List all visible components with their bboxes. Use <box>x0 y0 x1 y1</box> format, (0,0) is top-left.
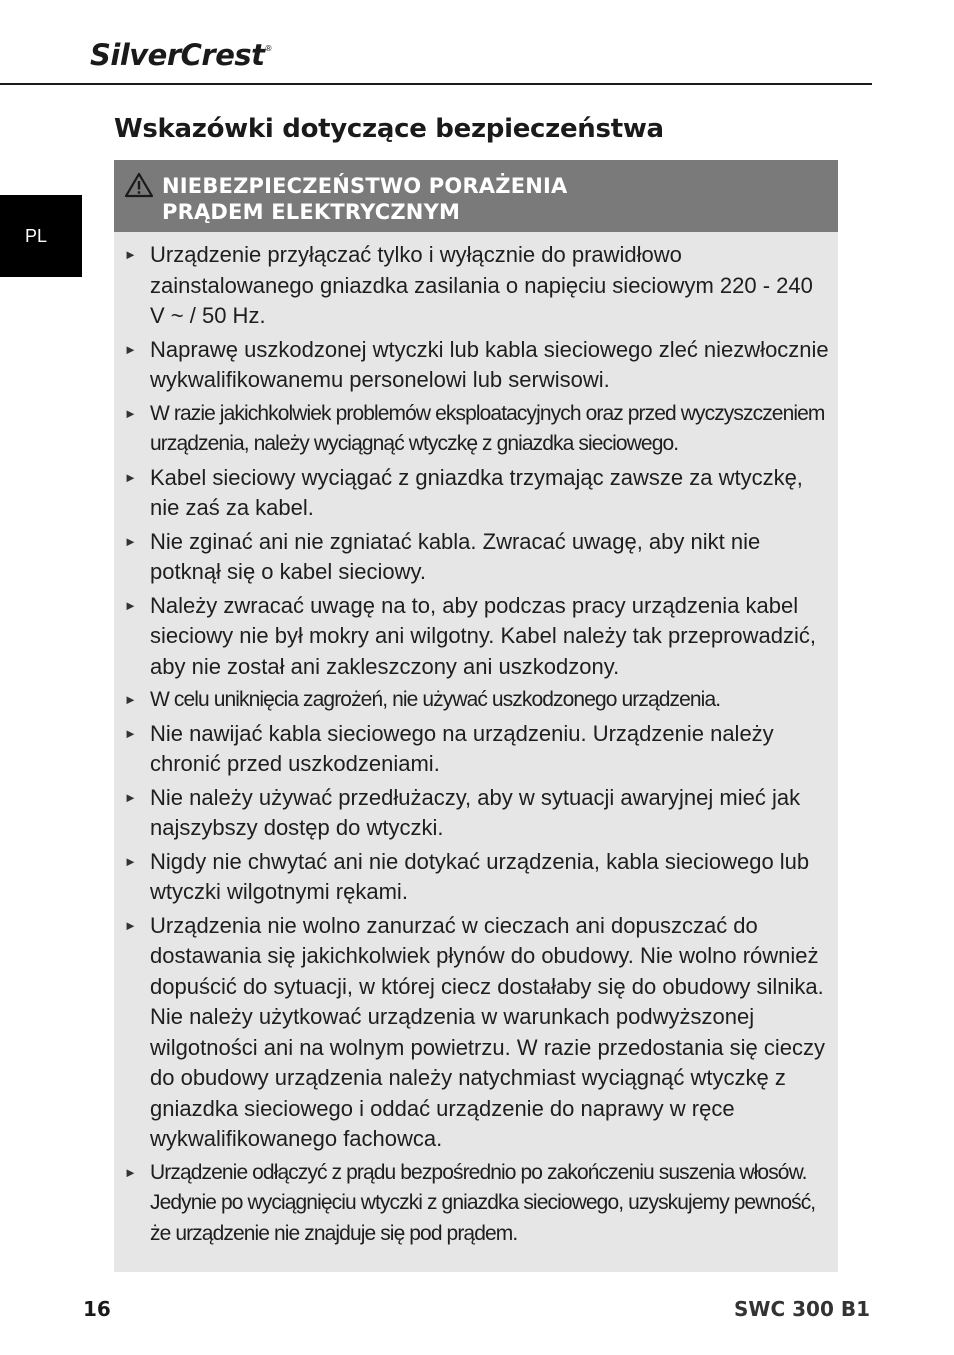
list-item-text: Urządzenie przyłączać tylko i wyłącznie do prawidłowo zainstalowanego gniazdka zasilania o napięciu sieciowym 220 - 240 V ~ / 50 Hz. <box>150 242 813 328</box>
list-item-text: W razie jakichkolwiek problemów eksploatacyjnych oraz przed wyczyszczeniem urządzenia, należy wyciągnąć wtyczkę z gniazdka sieciowego. <box>150 401 825 455</box>
list-item-text: Nie nawijać kabla sieciowego na urządzeniu. Urządzenie należy chronić przed uszkodzeniami. <box>150 720 774 776</box>
list-item <box>114 1158 838 1250</box>
registered-mark: ® <box>264 44 273 53</box>
list-item <box>114 240 838 332</box>
bullet-arrow-icon: ► <box>124 853 137 869</box>
bullet-arrow-icon: ► <box>124 917 137 933</box>
list-item <box>114 685 838 716</box>
bullet-arrow-icon: ► <box>124 247 137 262</box>
list-item <box>114 591 838 683</box>
language-tab: PL <box>0 195 82 277</box>
list-item <box>114 719 838 780</box>
list-item-text: Urządzenia nie wolno zanurzać w cieczach ani dopuszczać do dostawania się jakichkolwiek płynów do obudowy. Nie wolno również dopuścić do sytuacji, w której ciecz dostałaby się do obudowy silnika. Nie należy użytkować urządzenia w warunkach podwyższonej wilgotności ani na wolnym powietrzu. W razie przedostania się cieczy do obudowy urządzenia należy natychmiast wyciągnąć wtyczkę z gniazdka sieciowego i oddać urządzenie do naprawy w ręce wykwalifikowanego fachowca. <box>150 912 825 1151</box>
warning-title-line-2: PRĄDEM ELEKTRYCZNYM <box>162 200 461 224</box>
list-item-text: Nigdy nie chwytać ani nie dotykać urządzenia, kabla sieciowego lub wtyczki wilgotnymi rękami. <box>150 848 810 904</box>
bullet-arrow-icon: ► <box>124 533 137 549</box>
list-item <box>114 847 838 908</box>
list-item-text: Naprawę uszkodzonej wtyczki lub kabla sieciowego zleć niezwłocznie wykwalifikowanemu personelowi lub serwisowi. <box>150 336 829 392</box>
brand-logo <box>90 38 272 72</box>
list-item-text: W celu uniknięcia zagrożeń, nie używać uszkodzonego urządzenia. <box>150 688 721 711</box>
model-number: SWC 300 B1 <box>734 1297 870 1321</box>
bullet-arrow-icon: ► <box>124 341 137 357</box>
list-item-text: Urządzenie odłączyć z prądu bezpośrednio po zakończeniu suszenia włosów. Jedynie po wyciągnięciu wtyczki z gniazdka sieciowego, uzyskujemy pewność, że urządzenie nie znajduje się pod prądem. <box>150 1160 816 1245</box>
bullet-arrow-icon: ► <box>124 692 136 707</box>
list-item-text: Kabel sieciowy wyciągać z gniazdka trzymając zawsze za wtyczkę, nie zaś za kabel. <box>150 464 803 520</box>
warning-title-line-1: NIEBEZPIECZEŃSTWO PORAŻENIA <box>162 174 568 198</box>
page-number: 16 <box>83 1297 111 1321</box>
list-item <box>114 335 838 396</box>
safety-instructions-list <box>114 232 838 1249</box>
list-item-text: Należy zwracać uwagę na to, aby podczas pracy urządzenia kabel sieciowy nie był mokry ani wilgotny. Kabel należy tak przeprowadzić, aby nie został ani zakleszczony ani uszkodzony. <box>150 592 816 679</box>
warning-header <box>114 160 838 232</box>
list-item <box>114 783 838 844</box>
brand-name: SilverCrest <box>90 38 265 72</box>
list-item-text: Nie zginać ani nie zgniatać kabla. Zwracać uwagę, aby nikt nie potknął się o kabel sieciowy. <box>150 528 761 584</box>
bullet-arrow-icon: ► <box>124 789 137 805</box>
list-item <box>114 911 838 1155</box>
bullet-arrow-icon: ► <box>124 405 136 421</box>
list-item <box>114 399 838 460</box>
page-title: Wskazówki dotyczące bezpieczeństwa <box>114 114 664 144</box>
list-item <box>114 527 838 588</box>
bullet-arrow-icon: ► <box>124 1164 136 1180</box>
list-item-text: Nie należy używać przedłużaczy, aby w sytuacji awaryjnej mieć jak najszybszy dostęp do wtyczki. <box>150 784 801 840</box>
list-item <box>114 463 838 524</box>
bullet-arrow-icon: ► <box>124 725 137 741</box>
bullet-arrow-icon: ► <box>124 597 137 613</box>
bullet-arrow-icon: ► <box>124 469 137 485</box>
safety-panel <box>114 160 838 1272</box>
header-rule <box>0 83 872 85</box>
warning-triangle-icon <box>124 172 154 198</box>
